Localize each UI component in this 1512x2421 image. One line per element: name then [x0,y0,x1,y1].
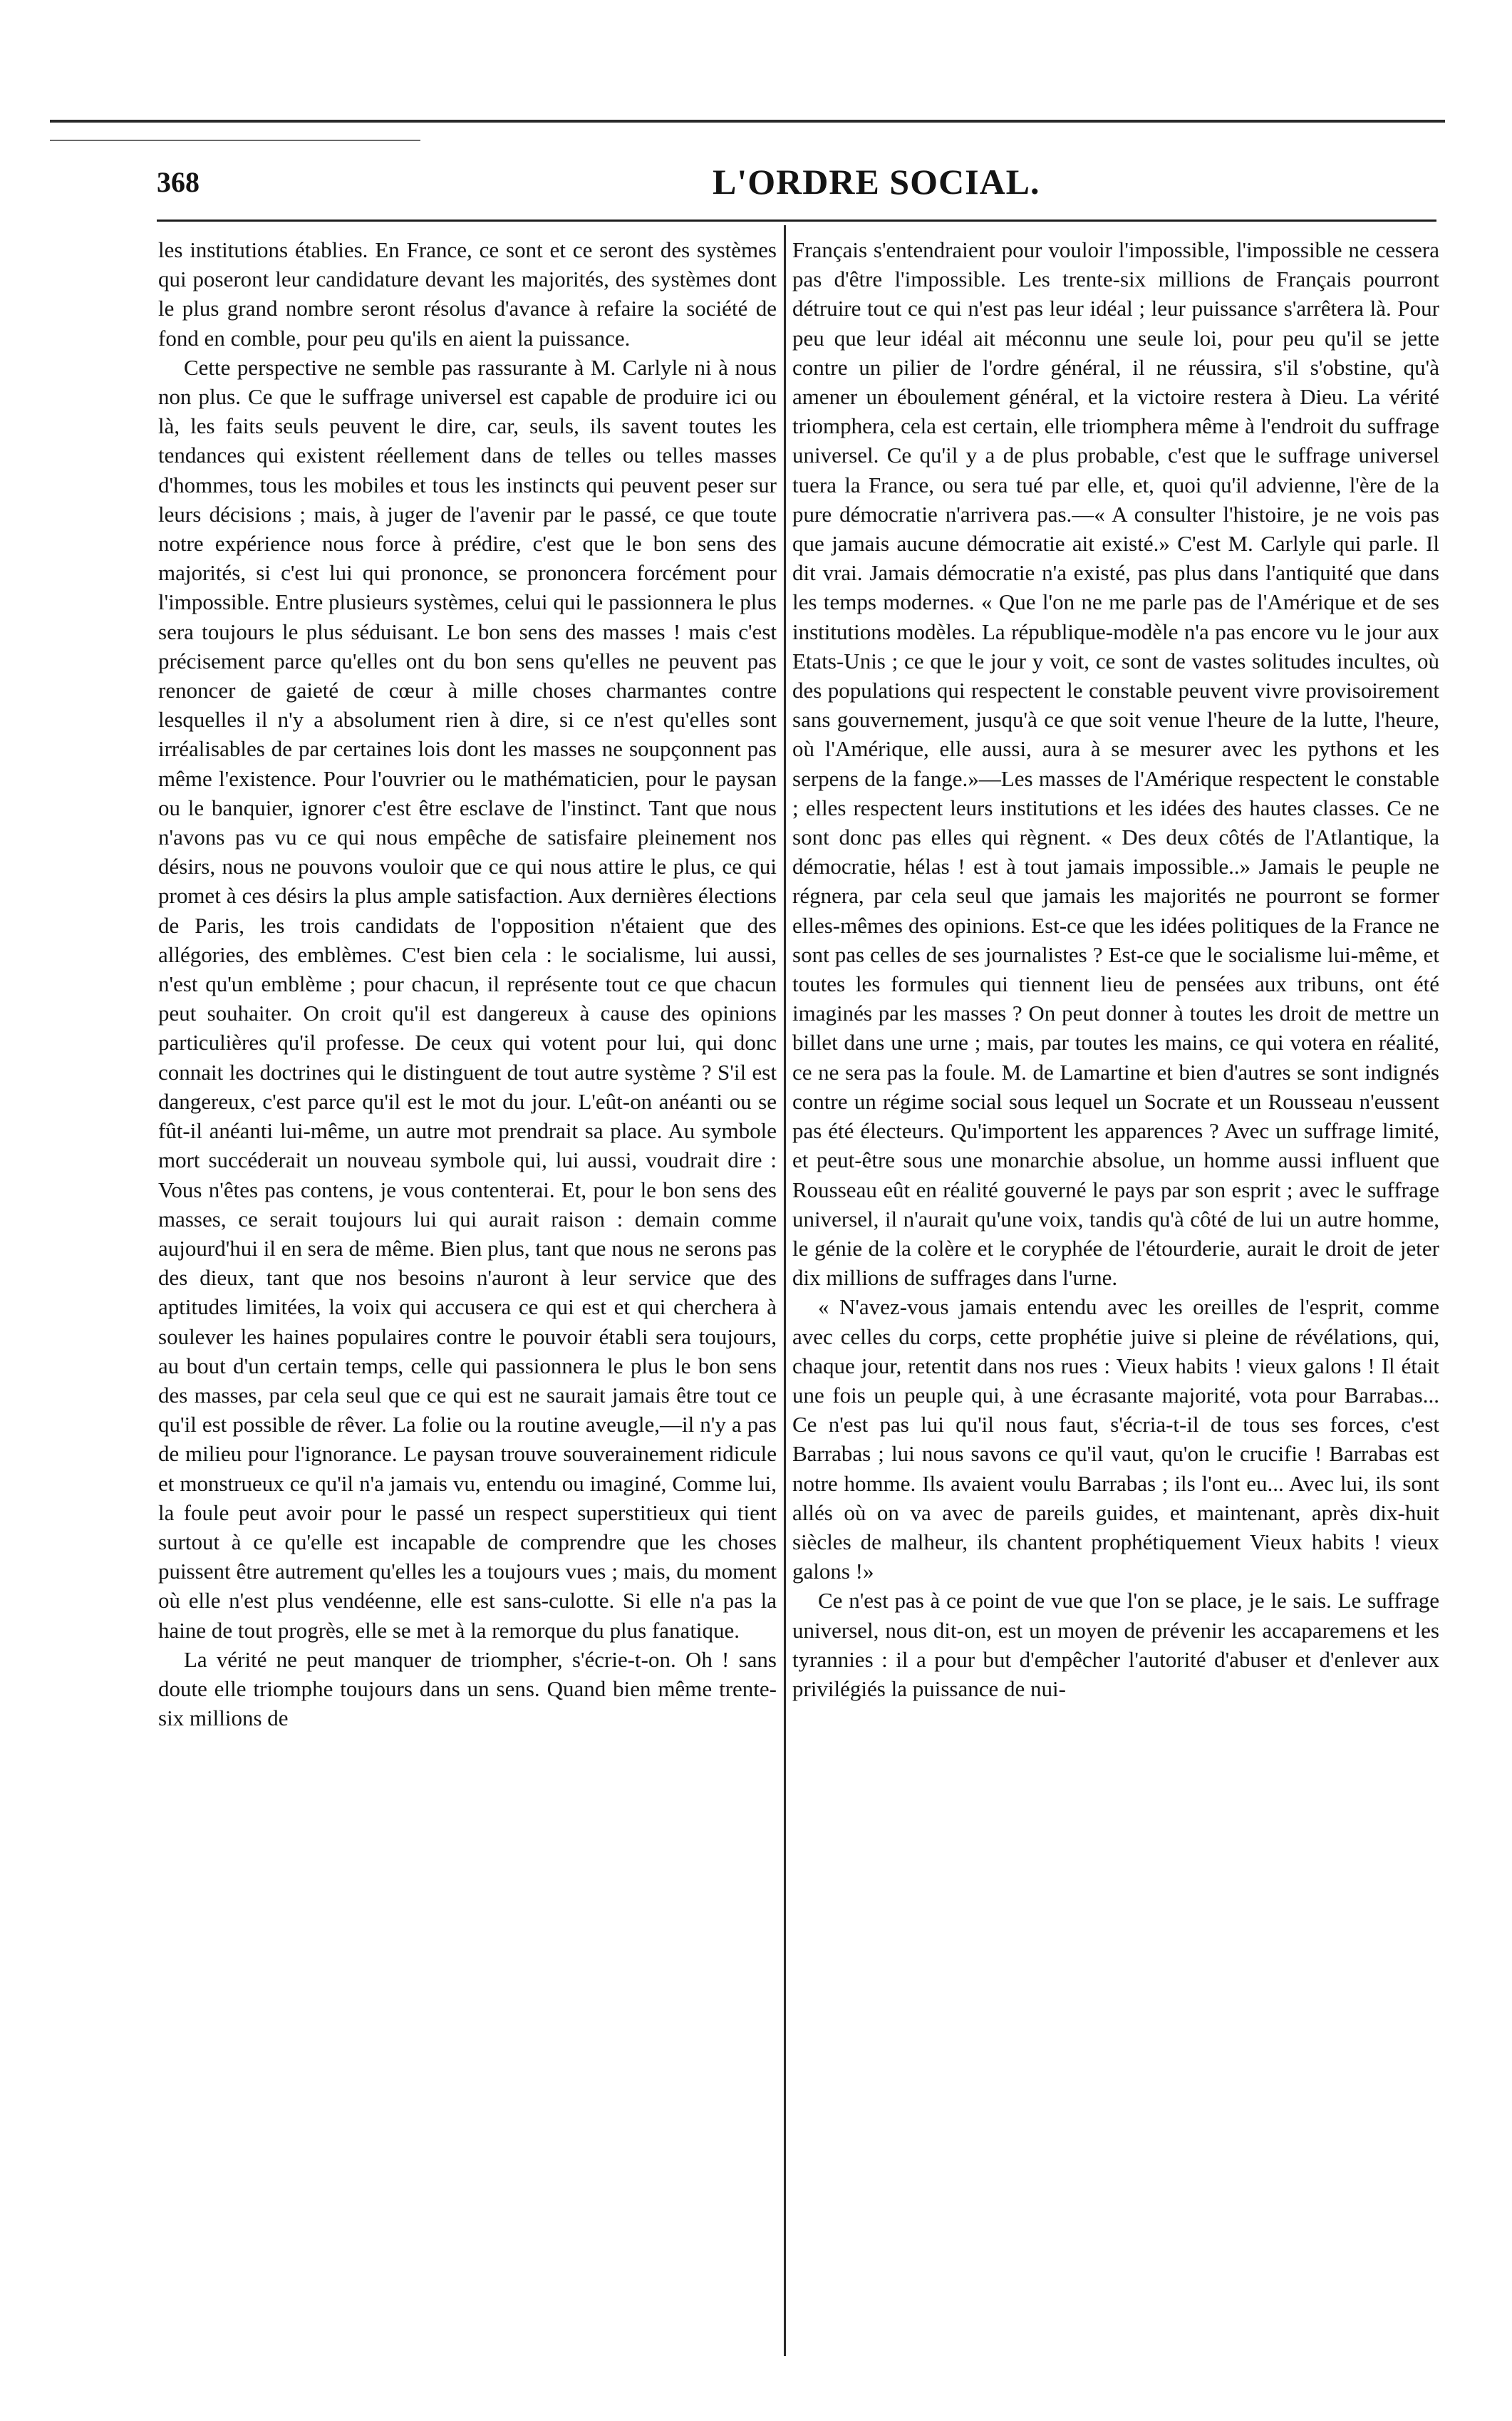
left-paragraph-2: Cette perspective ne semble pas rassurante à M. Carlyle ni à nous non plus. Ce que le suffrage universel est capable de produire ici ou là, les faits seuls peuvent le dire, car, seuls, ils savent toutes les tendances qui existent réellement dans de telles ou telles masses d'hommes, tous les mobiles et tous les instincts qui peuvent peser sur leurs décisions ; mais, à juger de l'avenir par le passé, ce que toute notre expérience nous force à prédire, c'est que le bon sens des majorités, si c'est lui qui prononce, se prononcera forcément pour l'impossible. Entre plusieurs systèmes, celui qui le passionnera le plus sera toujours le plus séduisant. Le bon sens des masses ! mais c'est précisement parce qu'elles ont du bon sens qu'elles ne peuvent pas renoncer de gaieté de cœur à mille choses charmantes contre lesquelles il n'y a absolument rien à dire, si ce n'est qu'elles sont irréalisables de par certaines lois dont les masses ne soupçonnent pas même l'existence. Pour l'ouvrier ou le mathématicien, pour le paysan ou le banquier, ignorer c'est être esclave de l'instinct. Tant que nous n'avons pas vu ce qui nous empêche de satisfaire pleinement nos désirs, nous ne pouvons vouloir que ce qui nous attire le plus, ce qui promet à ces désirs la plus ample satisfaction. Aux dernières élections de Paris, les trois candidats de l'opposition n'étaient que des allégories, des emblèmes. C'est bien cela : le socialisme, lui aussi, n'est qu'un emblème ; pour chacun, il représente tout ce que chacun peut souhaiter. On croit qu'il est dangereux à cause des opinions particulières qu'il professe. De ceux qui votent pour lui, qui donc connait les doctrines qui le distinguent de tout autre système ? S'il est dangereux, c'est parce qu'il est le mot du jour. L'eût-on anéanti ou se fût-il anéanti lui-même, un autre mot prendrait sa place. Au symbole mort succéderait un nouveau symbole qui, lui aussi, voudrait dire : Vous n'êtes pas contens, je vous contenterai. Et, pour le bon sens des masses, ce serait toujours lui qui aurait raison : demain comme aujourd'hui il en sera de même. Bien plus, tant que nous ne serons pas des dieux, tant que nos besoins n'auront à leur service que des aptitudes limitées, la voix qui accusera ce qui est et qui cherchera à soulever les haines populaires contre le pouvoir établi sera toujours, au bout d'un certain temps, celle qui passionnera le plus le bon sens des masses, par cela seul que ce qui est ne saurait jamais être tout ce qu'il est possible de rêver. La folie ou la routine aveugle,—il n'y a pas de milieu pour l'ignorance. Le paysan trouve souverainement ridicule et monstrueux ce qu'il n'a jamais vu, entendu ou imaginé, Comme lui, la foule peut avoir pour le passé un respect superstitieux qui tient surtout à ce qu'elle est incapable de comprendre que les choses puissent être autrement qu'elles les a toujours vues ; mais, du moment où elle n'est plus vendéenne, elle est sans-culotte. Si elle n'a pas la haine de tout progrès, elle se met à la remorque du plus fanatique. [158,354,777,1643]
column-separator [784,225,786,2356]
header-rule [157,220,1436,222]
top-border-rule-secondary [50,140,420,141]
left-column [158,235,777,2345]
page-header [157,161,1446,211]
running-title: L'ORDRE SOCIAL. [713,162,1040,202]
left-paragraph-3: La vérité ne peut manquer de triompher, s'écrie-t-on. Oh ! sans doute elle triomphe toujours dans un sens. Quand bien même trente-six millions de [158,1646,777,1731]
left-paragraph-1: les institutions établies. En France, ce sont et ce seront des systèmes qui poseront leur candidature devant les majorités, des systèmes dont le plus grand nombre seront résolus d'avance à refaire la société de fond en comble, pour peu qu'ils en aient la puissance. [158,237,777,351]
right-paragraph-3: Ce n'est pas à ce point de vue que l'on se place, je le sais. Le suffrage universel, nous dit-on, est un moyen de prévenir les accaparemens et les tyrannies : il a pour but d'empêcher l'autorité d'abuser et d'enlever aux privilégiés la puissance de nui- [792,1588,1439,1701]
right-paragraph-1: Français s'entendraient pour vouloir l'impossible, l'impossible ne cessera pas d'être l'impossible. Les trente-six millions de Français pourront détruire tout ce qui n'est pas leur idéal ; leur puissance s'arrêtera là. Pour peu que leur idéal ait méconnu une seule loi, pour peu qu'il se jette contre un pilier de l'ordre général, il ne réussira, s'il s'obstine, qu'à amener un éboulement général, et la victoire restera à Dieu. La vérité triomphera, cela est certain, elle triomphera même à l'endroit du suffrage universel. Ce qu'il y a de plus probable, c'est que le suffrage universel tuera la France, ou sera tué par elle, et, quoi qu'il advienne, l'ère de la pure démocratie n'arrivera pas.—« A consulter l'histoire, je ne vois pas que jamais aucune démocratie ait existé.» C'est M. Carlyle qui parle. Il dit vrai. Jamais démocratie n'a existé, pas plus dans l'antiquité que dans les temps modernes. « Que l'on ne me parle pas de l'Amérique et de ses institutions modèles. La république-modèle n'a pas encore vu le jour aux Etats-Unis ; ce que le jour y voit, ce sont de vastes solitudes incultes, où des populations qui respectent le constable peuvent vivre provisoirement sans gouvernement, jusqu'à ce que soit venue l'heure de la lutte, l'heure, où l'Amérique, elle aussi, aura à se mesurer avec les pythons et les serpens de la fange.»—Les masses de l'Amérique respectent le constable ; elles respectent leurs institutions et les idées des hautes classes. Ce ne sont donc pas elles qui règnent. « Des deux côtés de l'Atlantique, la démocratie, hélas ! est à tout jamais impossible..» Jamais le peuple ne régnera, par cela seul que jamais les majorités ne pourront se former elles-mêmes des opinions. Est-ce que les idées politiques de la France ne sont pas celles de ses journalistes ? Est-ce que le socialisme lui-même, et toutes les formules qui tiennent lieu de pensées aux tribuns, ont été imaginés par les masses ? On peut donner à toutes les droit de mettre un billet dans une urne ; mais, par toutes les mains, ce qui votera en réalité, ce ne sera pas la foule. M. de Lamartine et bien d'autres se sont indignés contre un régime social sous lequel un Socrate et un Rousseau n'eussent pas été électeurs. Qu'importent les apparences ? Avec un suffrage limité, et peut-être sous une monarchie absolue, un homme aussi influent que Rousseau eût en réalité gouverné le pays par son esprit ; avec le suffrage universel, il n'aurait qu'une voix, tandis qu'à côté de lui un autre homme, le génie de la colère et le coryphée de l'étourderie, aurait le droit de jeter dix millions de suffrages dans l'urne. [792,237,1439,1291]
right-paragraph-2: « N'avez-vous jamais entendu avec les oreilles de l'esprit, comme avec celles du corps, cette prophétie juive si pleine de révélations, qui, chaque jour, retentit dans nos rues : Vieux habits ! vieux galons ! Il était une fois un peuple qui, à une écrasante majorité, vota pour Barrabas... Ce n'est pas lui qu'il nous faut, s'écria-t-il de tous ses forces, c'est Barrabas ; lui nous savons ce qu'il vaut, qu'on le crucifie ! Barrabas est notre homme. Ils avaient voulu Barrabas ; ils l'ont eu... Avec lui, ils sont allés où on va avec de pareils guides, et maintenant, après dix-huit siècles de malheur, ils chantent prophétiquement Vieux habits ! vieux galons !» [792,1294,1439,1584]
right-column [792,235,1439,2345]
page-number: 368 [157,166,200,198]
top-border-rule [50,120,1445,123]
